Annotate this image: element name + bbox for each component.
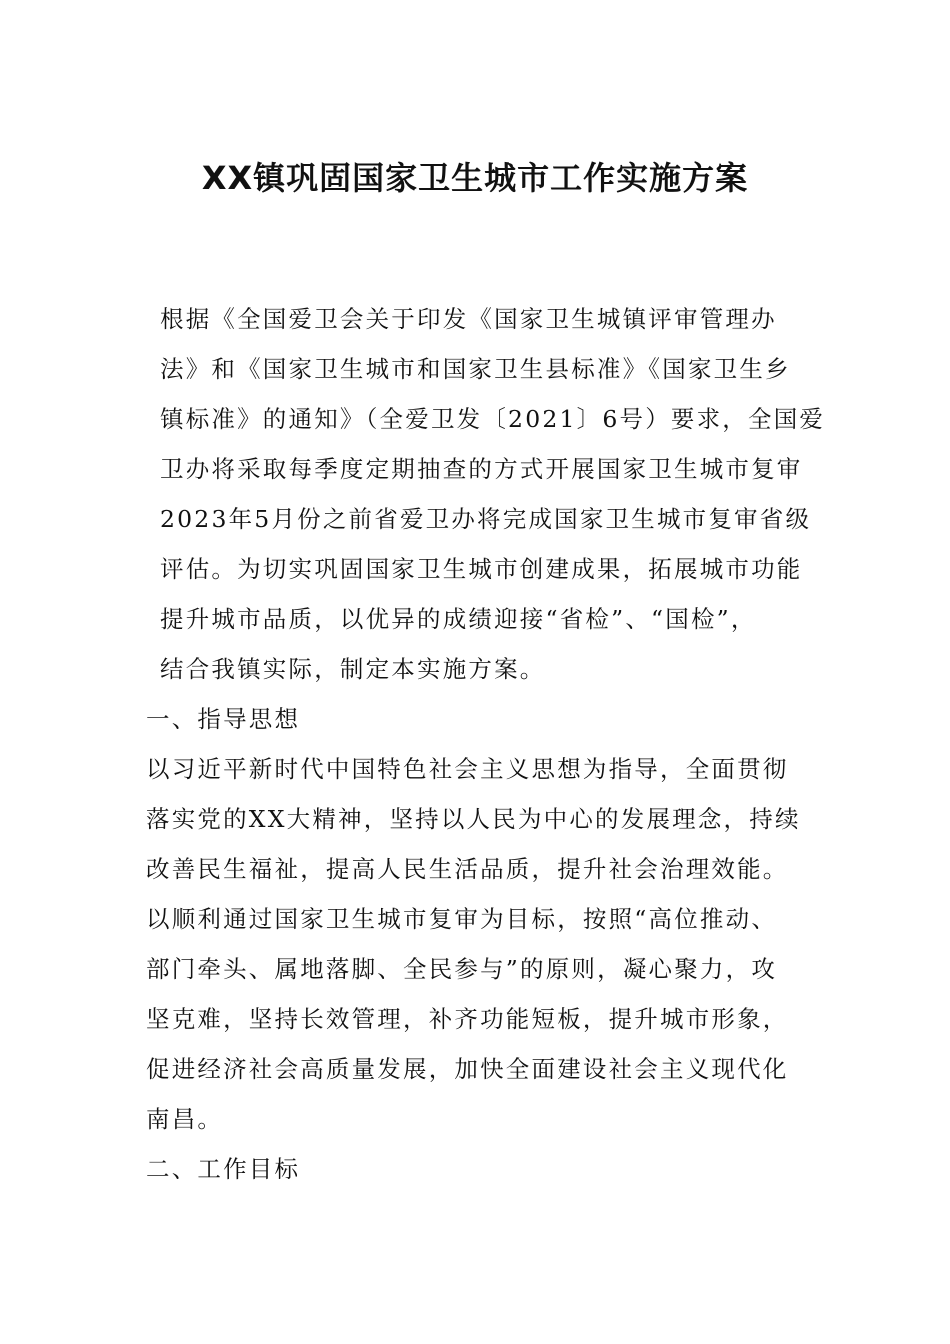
intro-line: 评估。为切实巩固国家卫生城市创建成果，拓展城市功能 — [160, 555, 803, 583]
intro-line: 卫办将采取每季度定期抽查的方式开展国家卫生城市复审 — [160, 455, 803, 483]
document-body — [146, 294, 826, 1194]
body-line: 部门牵头、属地落脚、全民参与”的原则，凝心聚力，攻 — [146, 955, 778, 983]
intro-paragraph — [146, 294, 826, 694]
intro-line: 法》和《国家卫生城市和国家卫生县标准》《国家卫生乡 — [160, 355, 791, 383]
body-line: 促进经济社会高质量发展，加快全面建设社会主义现代化 — [146, 1055, 789, 1083]
body-line: 落实党的XX大精神，坚持以人民为中心的发展理念，持续 — [146, 805, 801, 833]
intro-line: 提升城市品质，以优异的成绩迎接“省检”、“国检”， — [160, 605, 757, 633]
body-line: 以顺利通过国家卫生城市复审为目标，按照“高位推动、 — [146, 905, 778, 933]
document-title: XX镇巩固国家卫生城市工作实施方案 — [201, 159, 749, 197]
intro-line: 结合我镇实际，制定本实施方案。 — [160, 655, 546, 683]
body-line: 坚克难，坚持长效管理，补齐功能短板，提升城市形象， — [146, 1005, 789, 1033]
guiding-ideology-paragraph — [146, 744, 806, 1144]
section-heading-work-goals — [146, 1144, 806, 1194]
section-heading-guiding-ideology — [146, 694, 806, 744]
body-line: 南昌。 — [146, 1105, 224, 1133]
intro-line: 2023年5月份之前省爱卫办将完成国家卫生城市复审省级 — [160, 505, 812, 533]
section-heading-text: 二、工作目标 — [146, 1155, 301, 1183]
section-heading-text: 一、指导思想 — [146, 705, 301, 733]
body-line: 改善民生福祉，提高人民生活品质，提升社会治理效能。 — [146, 855, 789, 883]
intro-line: 根据《全国爱卫会关于印发《国家卫生城镇评审管理办 — [160, 305, 777, 333]
intro-line: 镇标准》的通知》（全爱卫发〔2021〕6号）要求，全国爱 — [160, 405, 826, 433]
body-line: 以习近平新时代中国特色社会主义思想为指导，全面贯彻 — [146, 755, 789, 783]
